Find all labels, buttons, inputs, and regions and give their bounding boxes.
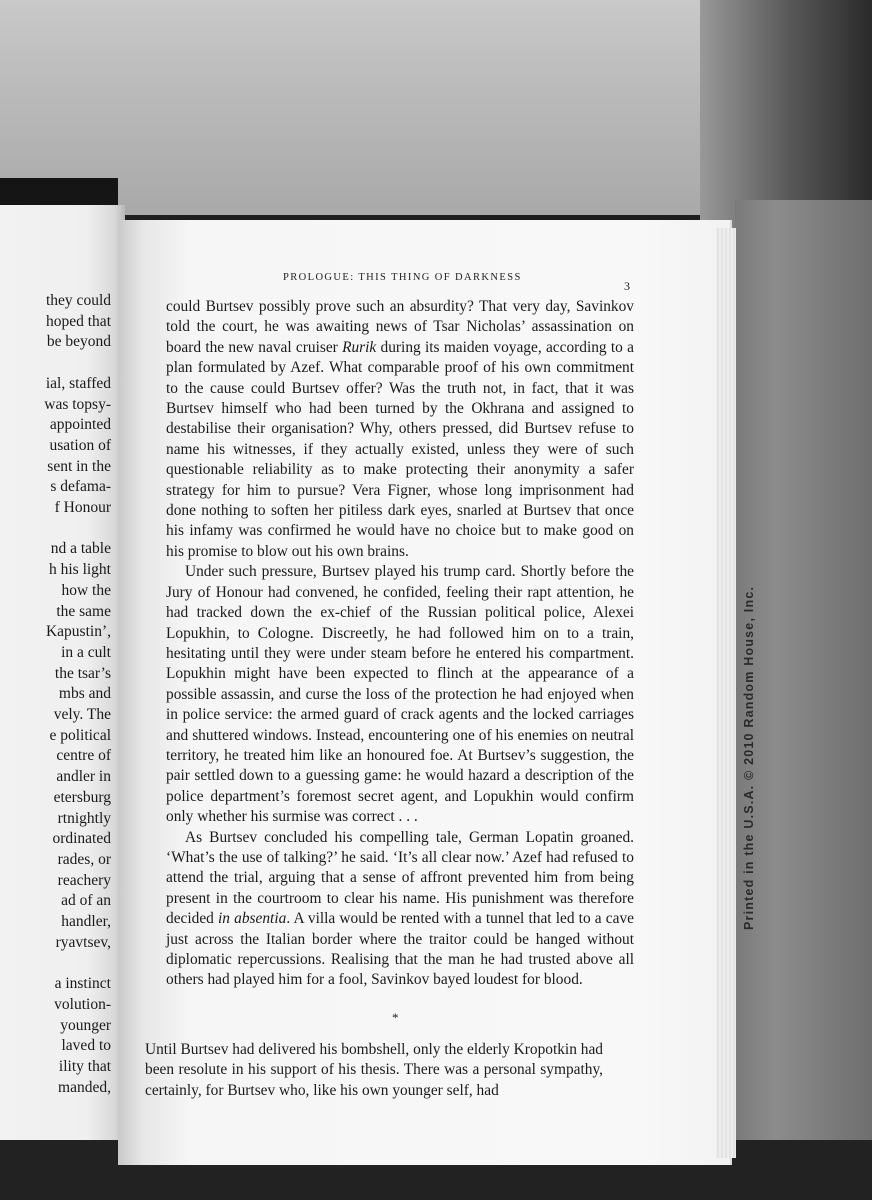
left-page-line: appointed — [49, 416, 111, 434]
left-page-line: e political — [49, 726, 111, 744]
left-page-line: in a cult — [61, 643, 111, 661]
left-page-line: etersburg — [53, 788, 111, 806]
left-page-line: be beyond — [46, 333, 111, 351]
left-page-line: usation of — [49, 436, 111, 454]
left-facing-page — [0, 205, 125, 1140]
left-page-line: the tsar’s — [54, 664, 111, 682]
left-page-line: younger — [60, 1016, 111, 1034]
left-page-line: Kapustin’, — [45, 623, 111, 641]
left-page-line: ryavtsev, — [55, 933, 111, 951]
paragraph-2: Under such pressure, Burtsev played his trump card. Shortly before the Jury of Honour had convened, he confided, feeling their rapt attention, he had tracked down the ex-chief of the Russian political police, Alexei Lopukhin, to Cologne. Discreetly, he had followed him on to a train, hesitating until they were under steam before he entered his compartment. Lopukhin might have been expected to flinch at the appearance of a possible assassin, and curse the loss of the protection he had enjoyed when in police service: the armed guard of crack agents and the locked carriages and shuttered windows. Instead, encountering one of his enemies on neutral territory, he treated him like an honoured foe. At Burtsev’s suggestion, the pair settled down to a guessing game: he would hazard a description of the police department’s foremost secret agent, and Lopukhin would confirm only whether his surmise was correct . . . — [166, 563, 634, 826]
left-page-line: how the — [61, 581, 111, 599]
left-page-line: handler, — [61, 913, 111, 930]
running-head: PROLOGUE: THIS THING OF DARKNESS — [283, 272, 522, 283]
left-page-line: they could — [46, 292, 111, 309]
left-page-line: hoped that — [46, 312, 111, 330]
closing-paragraph: Until Burtsev had delivered his bombshell, only the elderly Kropotkin had been resolute in his support of his thesis. There was a personal sympathy, certainly, for Burtsev who, like his own younger self, had — [145, 1041, 603, 1099]
left-page-line: volution- — [54, 995, 111, 1013]
left-page-line: h his light — [48, 561, 111, 579]
left-page-line: ility that — [58, 1057, 111, 1075]
left-page-line: centre of — [56, 747, 111, 765]
left-page-line: nd a table — [50, 540, 111, 558]
left-page-line: the same — [56, 602, 111, 620]
paragraph-1: could Burtsev possibly prove such an absurdity? That very day, Savinkov told the court, he was awaiting news of Tsar Nicholas’ assassination on board the new naval cruiser Rurik during its maiden voyage, according to a plan formulated by Azef. What comparable proof of his own commitment to the cause could Burtsev offer? Was the truth not, in fact, that it was Burtsev himself who had been turned by the Okhrana and assigned to destabilise their organisation? Why, others pressed, did Burtsev refuse to name his witnesses, if they actually existed, unless they were of such questionable reliability as to make protecting their anonymity a safer strategy for him to pursue? Vera Figner, whose long imprisonment had done nothing to soften her pitiless dark eyes, snarled at Burtsev that once his infamy was confirmed he would have no choice but to make good on his promise to blow out his own brains. — [166, 298, 634, 560]
left-page-line: s defama- — [50, 478, 111, 496]
left-page-line: mbs and — [58, 685, 111, 703]
left-page-line: rades, or — [57, 850, 111, 868]
book-cover-edge — [0, 178, 118, 208]
paragraph-3: As Burtsev concluded his compelling tale, German Lopatin groaned. ‘What’s the use of talking?’ he said. ‘It’s all clear now.’ Azef had refused to attend the trial, arguing that a sense of affront prevented him from being present in the courtroom to clear his name. His punishment was therefore decided in absentia. A villa would be rented with a tunnel that led to a cave just across the Italian border where the traitor could be hanged without diplomatic repercussions. Realising that the man he had trusted above all others had played him for a fool, Savinkov bayed loudest for blood. — [166, 828, 634, 989]
left-page-line: a instinct — [54, 975, 111, 993]
left-page-line: ad of an — [61, 892, 111, 910]
closing-text — [145, 1040, 603, 1101]
left-page-line: laved to — [61, 1037, 111, 1055]
publisher-imprint: Printed in the U.S.A. © 2010 Random House, Inc. — [742, 585, 756, 930]
left-page-line: reachery — [57, 871, 111, 889]
left-page-line: rtnightly — [57, 809, 111, 827]
left-page-line: was topsy- — [44, 395, 111, 413]
left-page-line: sent in the — [47, 457, 111, 475]
left-page-line: vely. The — [53, 706, 111, 723]
page-number: 3 — [624, 279, 630, 293]
body-text — [166, 297, 634, 991]
section-break: * — [392, 1010, 399, 1025]
left-page-line: f Honour — [54, 499, 111, 516]
left-page-line: manded, — [58, 1078, 111, 1096]
left-page-line: ial, staffed — [45, 374, 111, 392]
page-stack-edge — [716, 228, 736, 1158]
left-page-line: ordinated — [52, 830, 111, 848]
left-page-line: andler in — [56, 768, 111, 786]
